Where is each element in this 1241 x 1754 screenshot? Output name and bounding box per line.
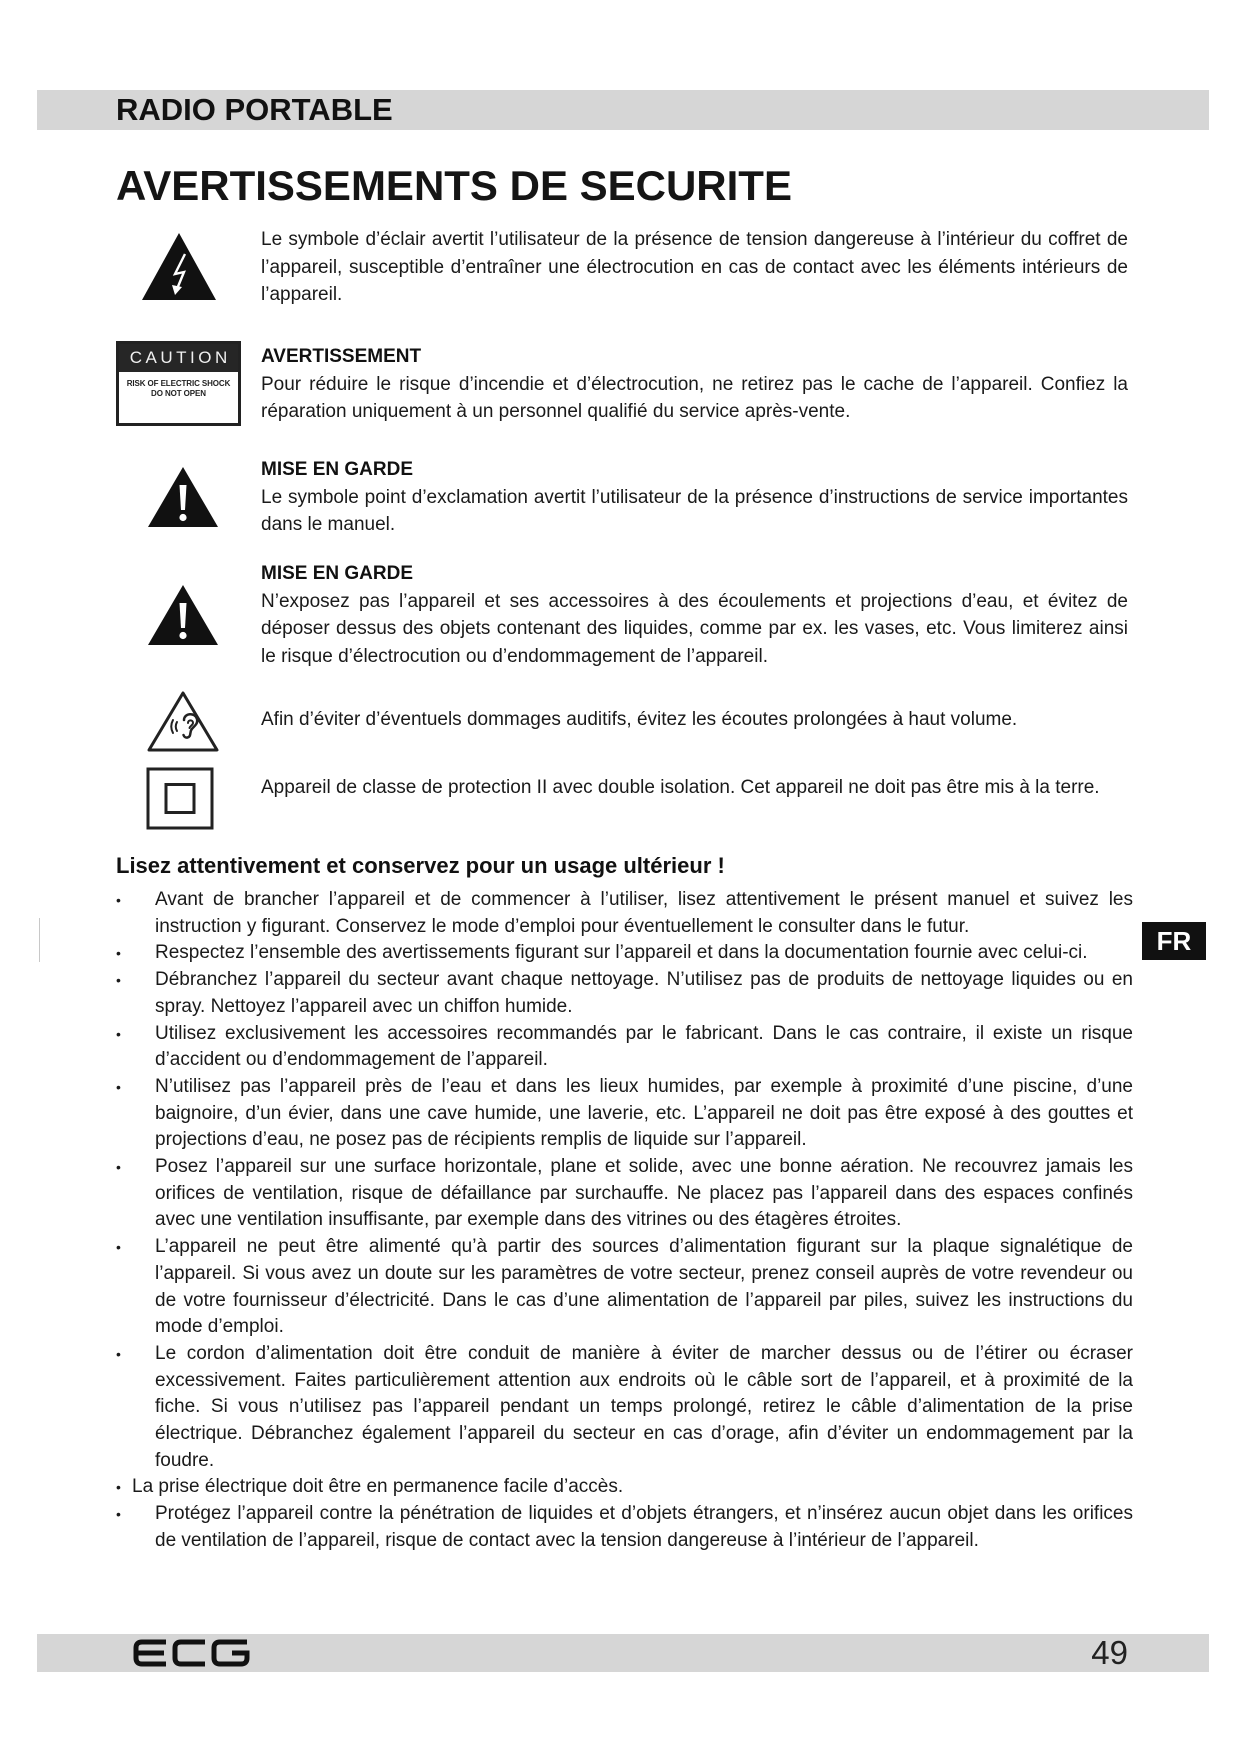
margin-divider	[39, 918, 40, 962]
caution-label-line1: RISK OF ELECTRIC SHOCK	[126, 379, 231, 388]
warning-avertissement	[261, 343, 1128, 426]
warning-double-insulation	[261, 774, 1128, 802]
list-item: • L’appareil ne peut être alimenté qu’à partir des sources d’alimentation figurant sur la plaque signalétique de l’appareil. Si vous avez un doute sur les paramètres de votre secteur, prenez conseil auprès de votre revendeur ou de votre fournisseur d’électricité. Dans le cas d’une alimentation de l’appareil par piles, suivez les instructions du mode d’emploi.	[116, 1234, 1133, 1341]
warning-heading: AVERTISSEMENT	[261, 346, 422, 367]
list-item: • Avant de brancher l’appareil et de commencer à l’utiliser, lisez attentivement le présent manuel et suivez les instruction y figurant. Conservez le mode d’emploi pour éventuellement le consulter dans le futur.	[116, 887, 1133, 940]
warning-text: Appareil de classe de protection II avec double isolation. Cet appareil ne doit pas être mis à la terre.	[261, 777, 1100, 798]
double-insulation-icon	[146, 767, 214, 830]
warning-hearing	[261, 706, 1128, 734]
list-item: • La prise électrique doit être en permanence facile d’accès.	[116, 1474, 1133, 1501]
page-title: AVERTISSEMENTS DE SECURITE	[116, 162, 792, 209]
exclamation-triangle-icon	[146, 583, 220, 647]
page-number: 49	[1091, 1634, 1128, 1671]
language-tab: FR	[1142, 922, 1206, 960]
warning-text: Pour réduire le risque d’incendie et d’électrocution, ne retirez pas le cache de l’appareil. Confiez la réparation uniquement à un personnel qualifié du service après-vente.	[261, 373, 1128, 422]
warning-text: N’exposez pas l’appareil et ses accessoires à des écoulements et projections d’eau, et évitez de déposer dessus des objets contenant des liquides, comme par ex. les vases, etc. Vous limiterez ainsi le risque d’électrocution ou d’endommagement de l’appareil.	[261, 590, 1128, 667]
warning-text: Afin d’éviter d’éventuels dommages auditifs, évitez les écoutes prolongées à haut volume.	[261, 709, 1018, 730]
caution-label-title: CAUTION	[119, 344, 238, 372]
warning-mise-en-garde-2	[261, 560, 1128, 670]
list-item: • Posez l’appareil sur une surface horizontale, plane et solide, avec une bonne aération. Ne recouvrez jamais les orifices de ventilation, risque de défaillance par surchauffe. Ne placez pas l’appareil dans des espaces confinés avec une ventilation insuffisante, par exemple dans des vitrines ou des étagères étroites.	[116, 1154, 1133, 1234]
caution-label-line2: DO NOT OPEN	[151, 389, 206, 398]
hearing-warning-icon	[146, 689, 220, 753]
list-item: • Utilisez exclusivement les accessoires recommandés par le fabricant. Dans le cas contraire, il existe un risque d’accident ou d’endommagement de l’appareil.	[116, 1021, 1133, 1074]
list-item: • Protégez l’appareil contre la pénétration de liquides et d’objets étrangers, et n’insérez aucun objet dans les orifices de ventilation de l’appareil, risque de contact avec la tension dangereuse à l’intérieur de l’appareil.	[116, 1501, 1133, 1554]
warning-heading: MISE EN GARDE	[261, 459, 414, 480]
exclamation-triangle-icon	[146, 465, 220, 529]
caution-label-subtext	[119, 379, 238, 399]
list-item: • Le cordon d’alimentation doit être conduit de manière à éviter de marcher dessus ou de l’étirer ou écraser excessivement. Faites particulièrement attention aux endroits où le câble sort de l’appareil, et à proximité de la fiche. Si vous n’utilisez pas l’appareil pendant un temps prolongé, retirez le câble d’alimentation de la prise électrique. Débranchez également l’appareil du secteur en cas d’orage, afin d’éviter un endommagement par la foudre.	[116, 1341, 1133, 1475]
instructions-list	[116, 887, 1133, 1555]
warning-text: Le symbole point d’exclamation avertit l’utilisateur de la présence d’instructions de service importantes dans le manuel.	[261, 486, 1128, 535]
warning-heading: MISE EN GARDE	[261, 563, 414, 584]
warning-lightning	[261, 226, 1128, 309]
list-item: • N’utilisez pas l’appareil près de l’eau et dans les lieux humides, par exemple à proximité d’une piscine, d’une baignoire, d’un évier, dans une cave humide, une laverie, etc. L’appareil ne doit pas être exposé à des gouttes et projections d’eau, ne posez pas de récipients remplis de liquide sur l’appareil.	[116, 1074, 1133, 1154]
instructions-heading: Lisez attentivement et conservez pour un usage ultérieur !	[116, 853, 725, 878]
warning-text: Le symbole d’éclair avertit l’utilisateur de la présence de tension dangereuse à l’intérieur du coffret de l’appareil, susceptible d’entraîner une électrocution en cas de contact avec les éléments intérieurs de l’appareil.	[261, 229, 1128, 305]
list-item: • Débranchez l’appareil du secteur avant chaque nettoyage. N’utilisez pas de produits de nettoyage liquides ou en spray. Nettoyez l’appareil avec un chiffon humide.	[116, 967, 1133, 1020]
list-item: • Respectez l’ensemble des avertissements figurant sur l’appareil et dans la documentation fournie avec celui-ci.	[116, 940, 1133, 967]
warning-mise-en-garde-1	[261, 456, 1128, 539]
lightning-triangle-icon	[140, 231, 218, 302]
header-bar	[37, 90, 1209, 130]
product-title: RADIO PORTABLE	[116, 92, 393, 127]
caution-label-icon	[116, 341, 241, 426]
footer-bar	[37, 1634, 1209, 1672]
ecg-logo	[133, 1639, 250, 1667]
